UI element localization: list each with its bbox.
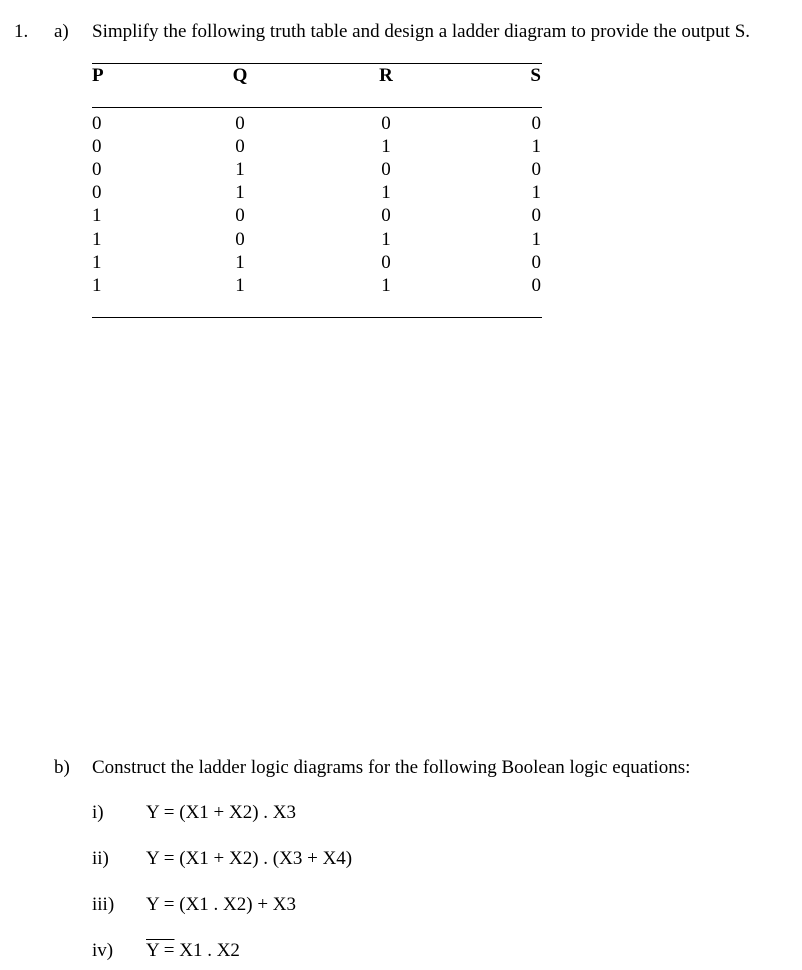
- equation-lhs: Y: [146, 894, 160, 915]
- table-cell: 0: [531, 159, 541, 181]
- table-cell: 0: [92, 182, 102, 204]
- equation: [146, 941, 240, 961]
- question-number: 1.: [14, 21, 29, 42]
- table-cell: 0: [381, 113, 391, 134]
- table-cell: 1: [381, 274, 391, 296]
- table-cell: 0: [92, 136, 102, 158]
- table-header-rule: [92, 107, 542, 108]
- table-cell: 0: [235, 136, 245, 158]
- equation-lhs: Y: [146, 802, 160, 823]
- part-b-label: b): [54, 757, 70, 778]
- table-cell: 0: [381, 251, 391, 273]
- table-cell: 0: [235, 228, 245, 250]
- table-cell: 0: [531, 205, 541, 227]
- table-cell: 1: [531, 182, 541, 204]
- table-cell: 1: [235, 159, 245, 181]
- table-cell: 0: [235, 113, 245, 134]
- equation-rhs: = (X1 + X2) . X3: [159, 802, 297, 823]
- table-top-rule: [92, 63, 542, 64]
- part-a-label: a): [54, 21, 69, 42]
- table-cell: 1: [92, 205, 102, 227]
- equation-label: iv): [92, 940, 114, 961]
- column-header-s: S: [530, 65, 541, 86]
- table-cell: 1: [235, 251, 245, 273]
- equation-label: ii): [92, 848, 109, 869]
- equation: [146, 803, 296, 823]
- table-cell: 0: [531, 113, 541, 134]
- table-cell: 1: [531, 136, 541, 158]
- table-cell: 0: [381, 205, 391, 227]
- equation-label: iii): [92, 894, 115, 915]
- table-cell: 1: [381, 136, 391, 158]
- equation-rhs: = (X1 + X2) . (X3 + X4): [159, 848, 353, 869]
- table-cell: 0: [531, 251, 541, 273]
- table-cell: 1: [235, 274, 245, 296]
- table-cell: 1: [381, 182, 391, 204]
- equation: [146, 895, 296, 915]
- equation-lhs: Y: [146, 848, 160, 869]
- table-cell: 1: [531, 228, 541, 250]
- table-cell: 1: [381, 228, 391, 250]
- equation-lhs: Y =: [146, 940, 175, 961]
- table-cell: 0: [531, 274, 541, 296]
- table-cell: 0: [92, 113, 102, 134]
- table-cell: 0: [92, 159, 102, 181]
- column-header-p: P: [92, 65, 104, 86]
- table-bottom-rule: [92, 317, 542, 318]
- table-cell: 0: [381, 159, 391, 181]
- equation: [146, 849, 352, 869]
- table-cell: 1: [92, 228, 102, 250]
- table-cell: 1: [92, 251, 102, 273]
- part-a-text: Simplify the following truth table and design a ladder diagram to provide the output S.: [92, 21, 751, 42]
- column-header-q: Q: [232, 65, 248, 86]
- equation-rhs: = (X1 . X2) + X3: [159, 894, 297, 915]
- column-header-r: R: [379, 65, 393, 86]
- equation-label: i): [92, 802, 104, 823]
- table-cell: 1: [92, 274, 102, 296]
- table-cell: 1: [235, 182, 245, 204]
- table-cell: 0: [235, 205, 245, 227]
- part-b-text: Construct the ladder logic diagrams for the following Boolean logic equations:: [92, 757, 691, 778]
- equation-rhs: X1 . X2: [174, 940, 240, 961]
